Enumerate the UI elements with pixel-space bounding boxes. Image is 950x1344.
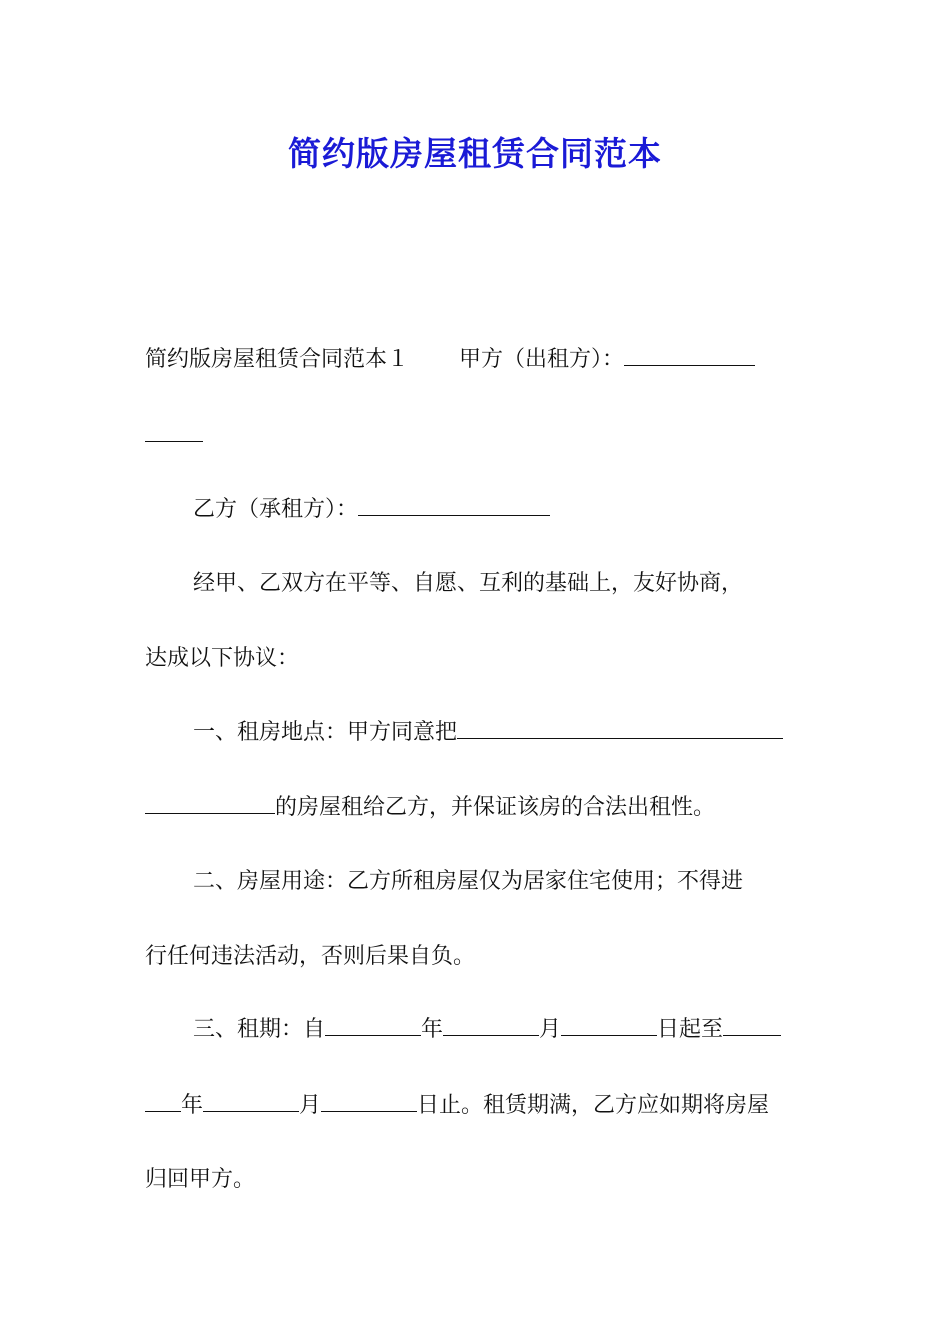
party-a-label: 甲方（出租方）：: [459, 347, 625, 372]
end-year-label: 年: [181, 1093, 204, 1118]
end-year-blank-2: [145, 1091, 181, 1112]
clause-1-prefix: 一、租房地点：甲方同意把: [193, 720, 458, 745]
location-blank-2: [145, 793, 275, 814]
start-day-blank: [561, 1015, 657, 1036]
document-title: 简约版房屋租赁合同范本: [288, 134, 662, 173]
clause-3-end-text: 日止。租赁期满，乙方应如期将房屋: [417, 1093, 770, 1118]
clause-3-line-1: [193, 1014, 810, 1046]
party-a-blank: [624, 345, 755, 366]
clause-2-line-1: 二、房屋用途：乙方所租房屋仅为居家住宅使用；不得进: [193, 869, 744, 894]
party-b-line: [193, 494, 810, 526]
end-month-blank: [203, 1091, 299, 1112]
clause-3-prefix: 三、租期：自: [193, 1017, 326, 1042]
clause-1-line-2: [145, 792, 810, 824]
clause-3-line-2: [145, 1090, 810, 1122]
clause-1-line-1: [193, 717, 810, 749]
party-b-label: 乙方（承租方）：: [193, 497, 359, 522]
party-a-blank-2: [145, 421, 203, 442]
location-blank-1: [457, 718, 783, 739]
clause-3-line-3: 归回甲方。: [145, 1167, 256, 1192]
clause-2-line-2: 行任何违法活动，否则后果自负。: [145, 944, 476, 969]
start-month-label: 月: [539, 1017, 562, 1042]
intro-line-2: 达成以下协议：: [145, 646, 300, 671]
start-year-blank: [325, 1015, 421, 1036]
start-year-label: 年: [421, 1017, 444, 1042]
start-month-blank: [443, 1015, 539, 1036]
intro-line-1: 经甲、乙双方在平等、自愿、互利的基础上，友好协商，: [193, 571, 744, 596]
clause-1-suffix: 的房屋租给乙方，并保证该房的合法出租性。: [275, 795, 716, 820]
end-month-label: 月: [299, 1093, 322, 1118]
contract-subtitle: 简约版房屋租赁合同范本１: [145, 347, 410, 372]
end-day-blank: [321, 1091, 417, 1112]
start-day-label: 日起至: [657, 1017, 724, 1042]
contract-heading-line: [145, 344, 810, 376]
party-b-blank: [358, 495, 550, 516]
end-year-blank-1: [723, 1015, 781, 1036]
party-a-blank-continuation: [145, 420, 810, 452]
